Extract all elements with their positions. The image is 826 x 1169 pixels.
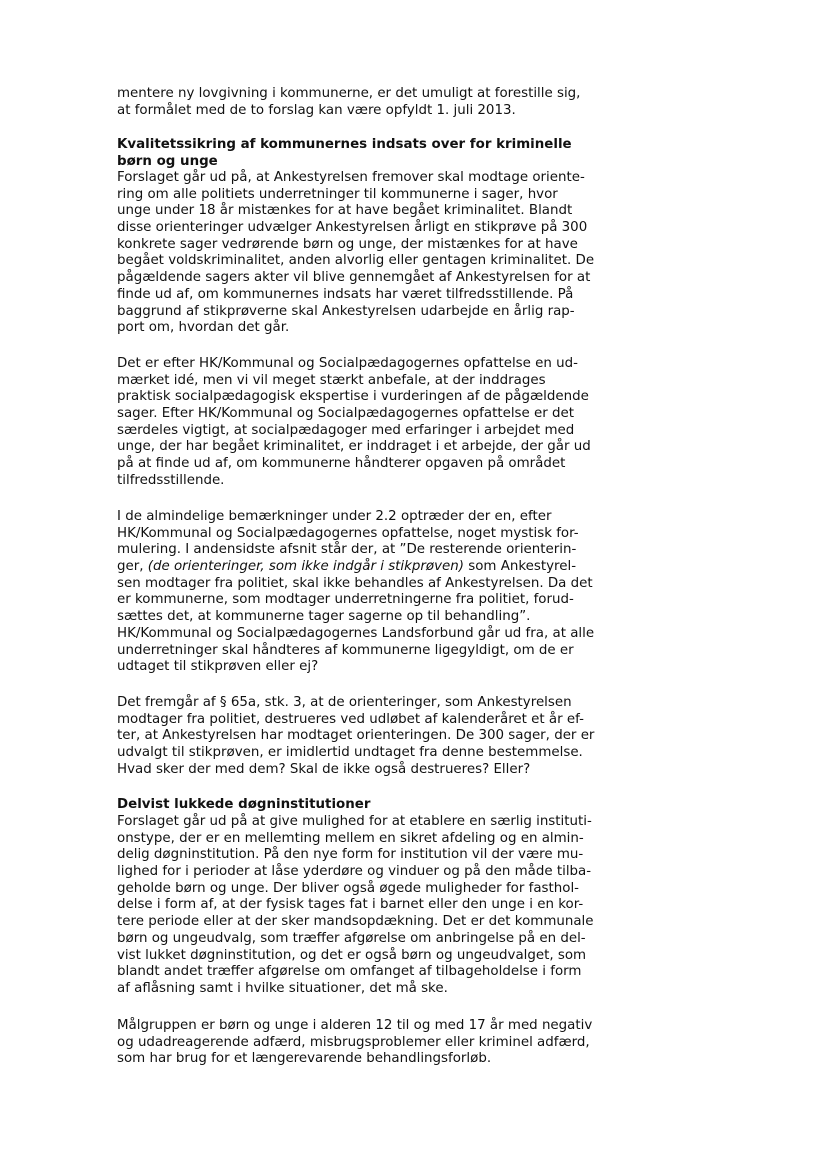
text-line: HK/Kommunal og Socialpædagogernes opfattelse, noget mystisk for-: [117, 525, 579, 541]
text-line: særdeles vigtigt, at socialpædagoger med erfaringer i arbejdet med: [117, 422, 575, 438]
paragraph-maalgruppen: [117, 1018, 622, 1068]
text-line: udvalgt til stikprøven, er imidlertid undtaget fra denne bestemmelse.: [117, 745, 583, 761]
text-line: Målgruppen er børn og unge i alderen 12 til og med 17 år med negativ: [117, 1018, 593, 1033]
text-line: Forslaget går ud på, at Ankestyrelsen fremover skal modtage oriente-: [117, 170, 585, 185]
text-line: delse i form af, at der fysisk tages fat i barnet eller den unge i en kor-: [117, 897, 584, 913]
text-line: mærket idé, men vi vil meget stærkt anbefale, at der inddrages: [117, 372, 546, 388]
section-heading-kvalitetssikring: [117, 137, 622, 170]
text-line: unge under 18 år mistænkes for at have begået kriminalitet. Blandt: [117, 203, 573, 219]
text-line: mentere ny lovgivning i kommunerne, er det umuligt at forestille sig,: [117, 86, 581, 101]
text-line: ter, at Ankestyrelsen har modtaget orienteringen. De 300 sager, der er: [117, 728, 595, 744]
text-segment: ger,: [117, 559, 148, 575]
text-line: og udadreagerende adfærd, misbrugsproblemer eller kriminel adfærd,: [117, 1034, 590, 1050]
intro-paragraph: [117, 86, 622, 119]
text-segment: som Ankestyrel-: [463, 559, 577, 575]
paragraph-destruering: [117, 695, 622, 778]
text-line: Det fremgår af § 65a, stk. 3, at de orienteringer, som Ankestyrelsen: [117, 695, 572, 710]
text-line: Hvad sker der med dem? Skal de ikke også destrueres? Eller?: [117, 761, 531, 777]
text-line: baggrund af stikprøverne skal Ankestyrelsen udarbejde en årlig rap-: [117, 303, 575, 319]
text-line: tere periode eller at der sker mandsopdækning. Det er det kommunale: [117, 914, 594, 930]
text-line: at formålet med de to forslag kan være opfyldt 1. juli 2013.: [117, 102, 516, 118]
text-line: finde ud af, om kommunernes indsats har været tilfredsstillende. På: [117, 286, 574, 302]
text-line: lighed for i perioder at låse yderdøre og vinduer og på den måde tilba-: [117, 864, 592, 880]
text-line: vist lukket døgninstitution, og det er også børn og ungeudvalget, som: [117, 947, 587, 963]
text-line: unge, der har begået kriminalitet, er inddraget i et arbejde, der går ud: [117, 439, 591, 455]
text-line: port om, hvordan det går.: [117, 320, 290, 336]
paragraph-hk-opfattelse: [117, 356, 622, 490]
text-line: sen modtager fra politiet, skal ikke behandles af Ankestyrelsen. Da det: [117, 575, 593, 591]
text-line: delig døgninstitution. På den nye form for institution vil der være mu-: [117, 847, 584, 863]
text-line: disse orienteringer udvælger Ankestyrelsen årligt en stikprøve på 300: [117, 220, 588, 236]
section-heading-doegninstitutioner: [117, 797, 622, 814]
text-line: onstype, der er en mellemting mellem en sikret afdeling og en almin-: [117, 830, 584, 846]
text-line: praktisk socialpædagogisk ekspertise i vurderingen af de pågældende: [117, 389, 589, 405]
text-line: konkrete sager vedrørende børn og unge, der mistænkes for at have: [117, 236, 578, 252]
text-line: Forslaget går ud på at give mulighed for at etablere en særlig instituti-: [117, 814, 592, 829]
heading-line: Delvist lukkede døgninstitutioner: [117, 797, 371, 812]
text-line: mulering. I andensidste afsnit står der, at ”De resterende orienterin-: [117, 542, 577, 558]
text-line: Det er efter HK/Kommunal og Socialpædagogernes opfattelse en ud-: [117, 356, 578, 371]
text-line: på at finde ud af, om kommunerne håndterer opgaven på området: [117, 456, 566, 472]
text-line: underretninger skal håndteres af kommunerne ligegyldigt, om de er: [117, 642, 574, 658]
paragraph-forslaget-ankestyrelsen: [117, 170, 622, 337]
text-line: udtaget til stikprøven eller ej?: [117, 659, 319, 675]
text-line: I de almindelige bemærkninger under 2.2 optræder der en, efter: [117, 509, 552, 524]
text-line: geholde børn og unge. Der bliver også øgede muligheder for fasthol-: [117, 880, 579, 896]
heading-line: børn og unge: [117, 153, 218, 169]
text-line: ring om alle politiets underretninger til kommunerne i sager, hvor: [117, 186, 558, 202]
paragraph-almindelige-bemaerkninger: [117, 509, 622, 676]
text-line: [117, 559, 622, 576]
text-line: tilfredsstillende.: [117, 472, 225, 488]
text-line: begået voldskriminalitet, anden alvorlig eller gentagen kriminalitet. De: [117, 253, 595, 269]
heading-line: Kvalitetssikring af kommunernes indsats over for kriminelle: [117, 137, 572, 152]
paragraph-forslaget-institutionstype: [117, 814, 622, 998]
text-line: børn og ungeudvalg, som træffer afgørelse om anbringelse på en del-: [117, 930, 586, 946]
text-line: er kommunerne, som modtager underretningerne fra politiet, forud-: [117, 592, 574, 608]
text-line: sager. Efter HK/Kommunal og Socialpædagogernes opfattelse er det: [117, 406, 575, 422]
text-line: som har brug for et længerevarende behandlingsforløb.: [117, 1051, 492, 1067]
text-line: pågældende sagers akter vil blive gennemgået af Ankestyrelsen for at: [117, 270, 591, 286]
italic-text: (de orienteringer, som ikke indgår i stikprøven): [147, 559, 464, 575]
text-line: blandt andet træffer afgørelse om omfanget af tilbageholdelse i form: [117, 964, 582, 980]
text-line: HK/Kommunal og Socialpædagogernes Landsforbund går ud fra, at alle: [117, 625, 595, 641]
text-line: sættes det, at kommunerne tager sagerne op til behandling”.: [117, 609, 531, 625]
text-line: modtager fra politiet, destrueres ved udløbet af kalenderåret et år ef-: [117, 711, 584, 727]
text-line: af aflåsning samt i hvilke situationer, det må ske.: [117, 980, 448, 996]
